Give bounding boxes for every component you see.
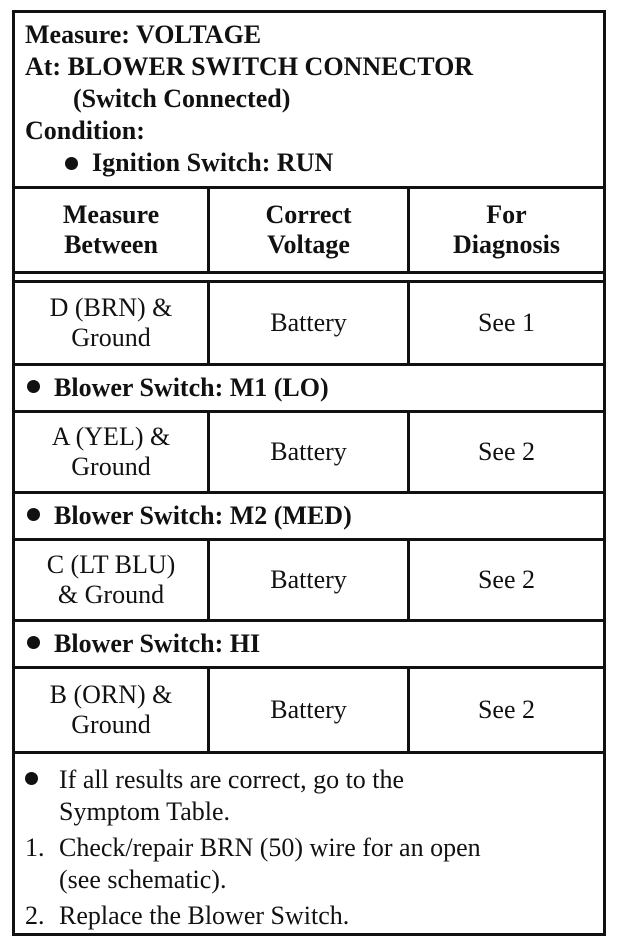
- bullet-icon: [27, 508, 40, 521]
- bullet-icon: [27, 636, 40, 649]
- measure-title: Measure: VOLTAGE: [25, 20, 262, 49]
- note-bullet: If all results are correct, go to the Symptom Table.: [25, 764, 595, 828]
- table-header: [15, 13, 603, 189]
- diagnostic-table: [12, 10, 606, 936]
- condition-item: [25, 147, 603, 179]
- diagnosis-notes: [15, 754, 603, 936]
- condition-row: Blower Switch: M1 (LO): [15, 366, 603, 410]
- bullet-icon: [27, 380, 40, 393]
- location-note: (Switch Connected): [73, 84, 291, 113]
- condition-item-text: Ignition Switch: RUN: [92, 148, 334, 177]
- condition-label: Condition:: [25, 116, 145, 145]
- bullet-icon: [25, 772, 38, 785]
- header-divider: [15, 271, 603, 283]
- table-row: C (LT BLU) & Ground Battery See 2: [15, 541, 603, 619]
- table-row: D (BRN) & Ground Battery See 1: [15, 283, 603, 363]
- bullet-icon: [65, 157, 78, 170]
- note-1: 1. Check/repair BRN (50) wire for an open (see schematic).: [25, 833, 481, 894]
- column-header-correct-voltage: Correct Voltage: [210, 189, 410, 271]
- table-row: B (ORN) & Ground Battery See 2: [15, 669, 603, 751]
- condition-row: Blower Switch: M2 (MED): [15, 494, 603, 538]
- note-2: 2. Replace the Blower Switch.: [25, 901, 350, 930]
- column-header-for-diagnosis: For Diagnosis: [453, 200, 560, 259]
- column-header-row: [15, 189, 603, 271]
- column-header-measure-between: Measure Between: [15, 189, 210, 271]
- condition-row: Blower Switch: HI: [15, 622, 603, 666]
- location-title: At: BLOWER SWITCH CONNECTOR: [25, 52, 474, 81]
- table-row: A (YEL) & Ground Battery See 2: [15, 413, 603, 491]
